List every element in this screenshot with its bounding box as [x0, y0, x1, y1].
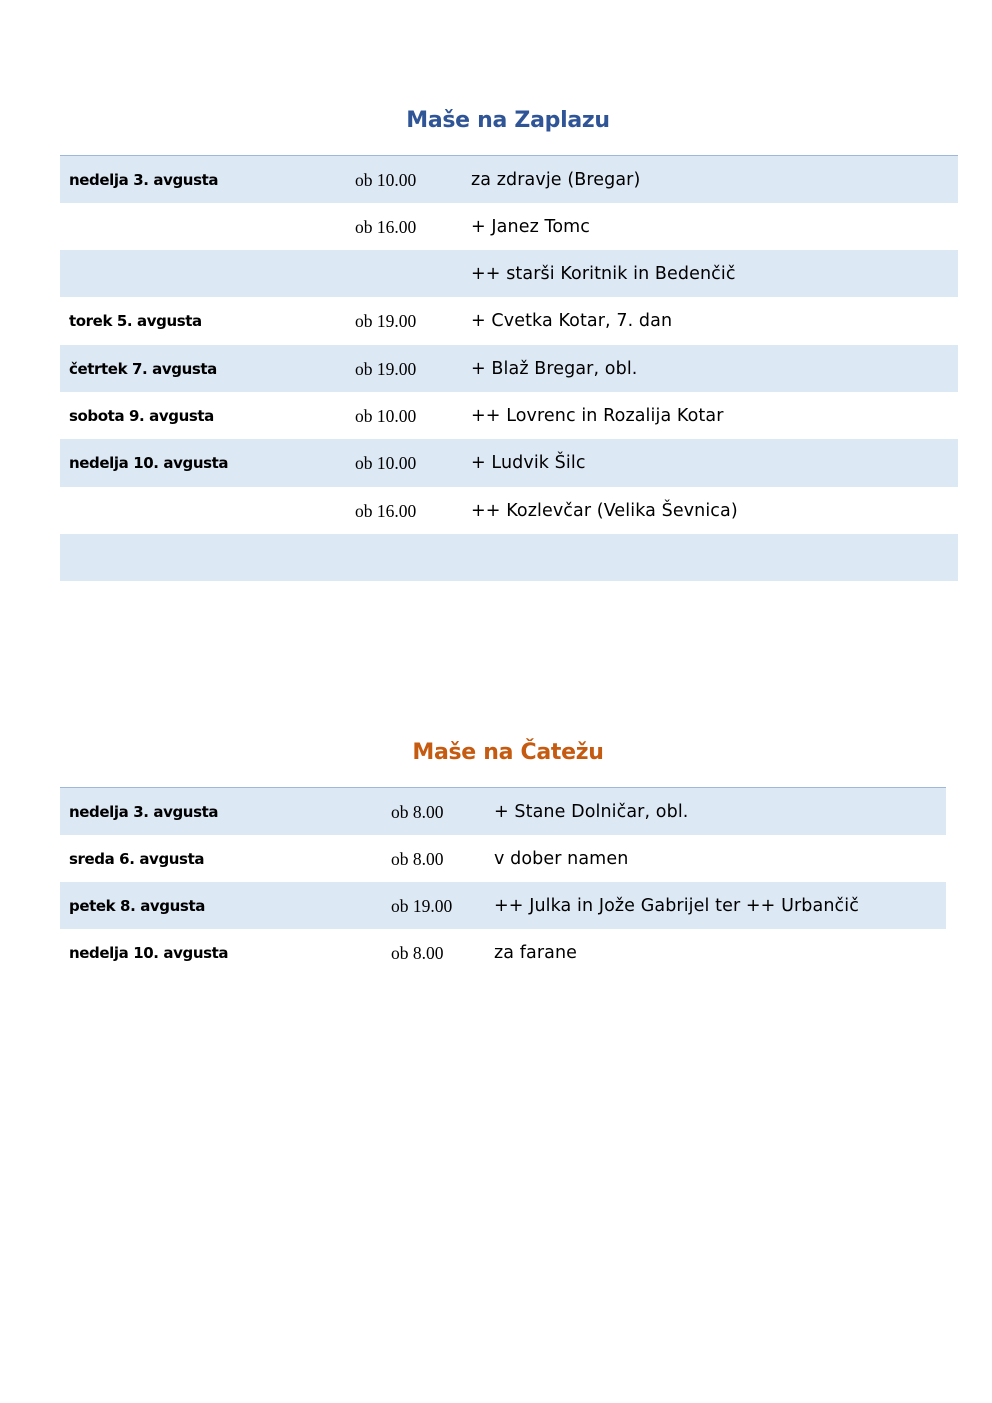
day-cell: četrtek 7. avgusta: [60, 345, 355, 392]
time-cell: ob 19.00: [391, 882, 494, 929]
day-cell: sreda 6. avgusta: [69, 849, 205, 868]
intention-cell: + Cvetka Kotar, 7. dan: [471, 311, 673, 332]
time-cell: ob 10.00: [355, 156, 471, 203]
intention-cell: ++ Julka in Jože Gabrijel ter ++ Urbančič: [494, 882, 946, 929]
time-cell: ob 16.00: [355, 500, 417, 521]
table-row: [60, 835, 946, 882]
day-cell: [60, 487, 355, 534]
day-cell: nedelja 10. avgusta: [69, 943, 229, 962]
intention-cell: ++ starši Koritnik in Bedenčič: [471, 250, 958, 297]
table-row: [60, 297, 958, 344]
intention-cell: ++ Kozlevčar (Velika Ševnica): [471, 500, 738, 521]
section-title-zaplaz: Maše na Zaplazu: [406, 108, 610, 133]
intention-cell: za farane: [494, 942, 578, 963]
time-cell: ob 8.00: [391, 788, 494, 835]
day-cell: sobota 9. avgusta: [69, 406, 214, 425]
table-row: [60, 788, 946, 835]
day-cell: nedelja 3. avgusta: [60, 788, 391, 835]
time-cell: ob 19.00: [355, 345, 471, 392]
intention-cell: + Janez Tomc: [471, 216, 591, 237]
time-cell: ob 16.00: [355, 216, 417, 237]
time-cell: ob 19.00: [355, 311, 417, 332]
day-cell: [60, 534, 355, 581]
intention-cell: v dober namen: [494, 848, 629, 869]
table-row: [60, 534, 958, 581]
time-cell: [355, 534, 471, 581]
table-row: [60, 156, 958, 203]
day-cell: torek 5. avgusta: [69, 312, 202, 331]
table-row: [60, 345, 958, 392]
table-row: [60, 203, 958, 250]
time-cell: ob 10.00: [355, 439, 471, 486]
intention-cell: [471, 534, 958, 581]
day-cell: nedelja 10. avgusta: [60, 439, 355, 486]
time-cell: ob 10.00: [355, 405, 417, 426]
table-row: [60, 882, 946, 929]
intention-cell: + Ludvik Šilc: [471, 439, 958, 486]
table-row: [60, 250, 958, 297]
table-row: [60, 929, 946, 976]
day-cell: [60, 203, 355, 250]
section-title-catez: Maše na Čatežu: [412, 740, 604, 765]
intention-cell: + Stane Dolničar, obl.: [494, 788, 946, 835]
table-row: [60, 439, 958, 486]
mass-schedule-catez: [60, 787, 946, 976]
intention-cell: ++ Lovrenc in Rozalija Kotar: [471, 405, 724, 426]
table-row: [60, 392, 958, 439]
time-cell: ob 8.00: [391, 848, 444, 869]
time-cell: ob 8.00: [391, 942, 444, 963]
intention-cell: za zdravje (Bregar): [471, 156, 958, 203]
mass-schedule-zaplaz: [60, 155, 958, 581]
day-cell: petek 8. avgusta: [60, 882, 391, 929]
time-cell: [355, 250, 471, 297]
day-cell: [60, 250, 355, 297]
intention-cell: + Blaž Bregar, obl.: [471, 345, 958, 392]
day-cell: nedelja 3. avgusta: [60, 156, 355, 203]
table-row: [60, 487, 958, 534]
